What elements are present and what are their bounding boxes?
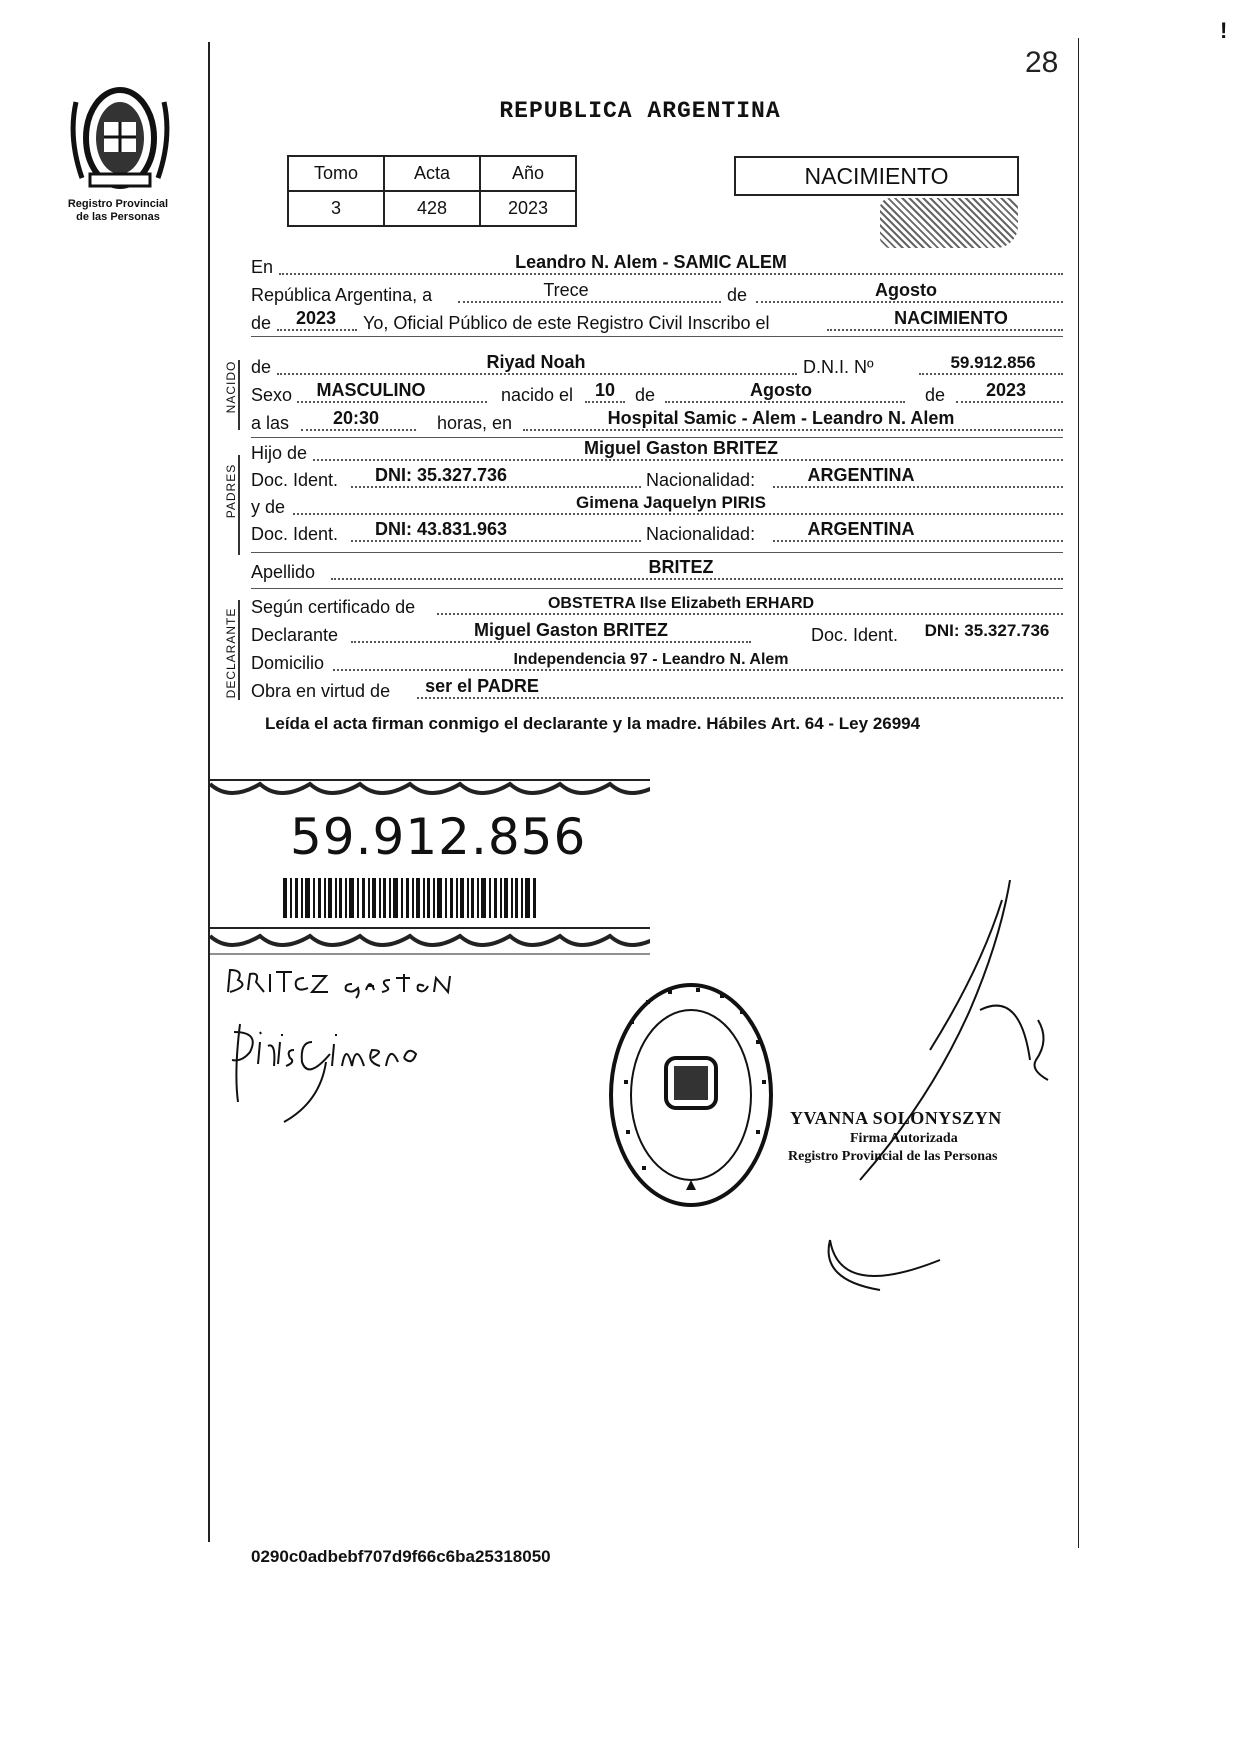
row-apellido: Apellido BRITEZ [251,560,1063,586]
header-acta: Acta [384,156,480,191]
page-number: 28 [1025,46,1059,79]
corner-mark: ! [1220,18,1228,43]
row-hijo-de: Hijo de Miguel Gaston BRITEZ [251,441,1063,467]
day-value: Trece [543,280,589,300]
apellido-value: BRITEZ [648,557,714,577]
birth-year-value: 2023 [985,380,1027,400]
mother-doc-value: DNI: 43.831.963 [374,519,508,539]
birth-month-value: Agosto [750,380,812,400]
apellido-divider [251,588,1063,589]
father-name-value: Miguel Gaston BRITEZ [583,438,778,458]
row-y-de: y de Gimena Jaquelyn PIRIS [251,495,1063,521]
value-anio: 2023 [480,191,576,226]
right-margin-line [1078,38,1079,1548]
row-hora: a las 20:30 horas, en Hospital Samic - Alem - Leandro N. Alem [251,411,1063,437]
padres-section-label: PADRES [224,463,238,519]
logo-caption: Registro Provincial de las Personas [67,198,169,223]
row-obra: Obra en virtud de ser el PADRE [251,679,1063,705]
event-value: NACIMIENTO [894,308,1008,328]
dni-barcode [283,878,538,918]
row-declarante: Declarante Miguel Gaston BRITEZ Doc. Ident. DNI: 35.327.736 [251,623,1063,649]
declarante-bar [238,600,240,700]
birth-place-value: Hospital Samic - Alem - Leandro N. Alem [607,408,955,428]
header-tomo: Tomo [288,156,384,191]
child-dni-value: 59.912.856 [950,353,1036,372]
row-sexo: Sexo MASCULINO nacido el 10 de Agosto de 2023 [251,383,1063,409]
month-value: Agosto [875,280,937,300]
dni-wave-band-bottom [210,926,650,956]
row-father-doc: Doc. Ident. DNI: 35.327.736 Nacionalidad: ARGENTINA [251,468,1063,494]
declarante-section-label: DECLARANTE [224,607,238,699]
birth-time-value: 20:30 [332,408,380,428]
dni-big-number: 59.912.856 [290,808,587,866]
nacido-section-label: NACIDO [224,360,238,414]
padres-divider [251,552,1063,553]
handwritten-signatures [220,962,480,1132]
obra-value: ser el PADRE [425,676,539,696]
row-en: En Leandro N. Alem - SAMIC ALEM [251,255,1063,281]
year-value: 2023 [295,308,337,328]
padres-bar [238,455,240,555]
hologram-seal [880,198,1018,248]
document-hash: 0290c0adbebf707d9f66c6ba25318050 [251,1547,551,1566]
header-anio: Año [480,156,576,191]
father-doc-value: DNI: 35.327.736 [374,465,508,485]
row-republica: República Argentina, a Trece de Agosto [251,283,1063,309]
signer-block [790,1108,1040,1165]
authorised-signature [680,880,1060,1300]
intro-divider [251,336,1063,337]
value-acta: 428 [384,191,480,226]
closing-note: Leída el acta firman conmigo el declarante y la madre. Hábiles Art. 64 - Ley 26994 [265,714,921,733]
place-value: Leandro N. Alem - SAMIC ALEM [515,252,787,272]
row-certificado: Según certificado de OBSTETRA Ilse Elizabeth ERHARD [251,595,1063,621]
signer-office: Registro Provincial de las Personas [788,1149,998,1164]
nacido-bar [238,360,240,430]
mother-name-value: Gimena Jaquelyn PIRIS [576,493,766,512]
row-mother-doc: Doc. Ident. DNI: 43.831.963 Nacionalidad: ARGENTINA [251,522,1063,548]
row-nacido-name: de Riyad Noah D.N.I. Nº 59.912.856 [251,355,1063,381]
document-title: REPUBLICA ARGENTINA [499,98,781,124]
row-domicilio: Domicilio Independencia 97 - Leandro N. Alem [251,651,1063,677]
signer-name: YVANNA SOLONYSZYN [790,1108,1002,1128]
signer-role: Firma Autorizada [850,1131,958,1146]
declarante-name-value: Miguel Gaston BRITEZ [473,620,668,640]
father-nationality-value: ARGENTINA [807,465,915,485]
birth-day-value: 10 [594,380,616,400]
declarante-doc-value: DNI: 35.327.736 [924,621,1050,640]
sexo-value: MASCULINO [316,380,426,400]
record-table [287,155,577,227]
value-tomo: 3 [288,191,384,226]
child-name-value: Riyad Noah [486,352,586,372]
certificate-value: OBSTETRA Ilse Elizabeth ERHARD [547,595,815,612]
row-year: de 2023 Yo, Oficial Público de este Registro Civil Inscribo el NACIMIENTO [251,311,1063,337]
mother-nationality-value: ARGENTINA [807,519,915,539]
dni-wave-band-top [210,776,650,802]
domicilio-value: Independencia 97 - Leandro N. Alem [513,651,789,668]
record-type-box: NACIMIENTO [734,156,1019,196]
province-logo [60,82,180,199]
